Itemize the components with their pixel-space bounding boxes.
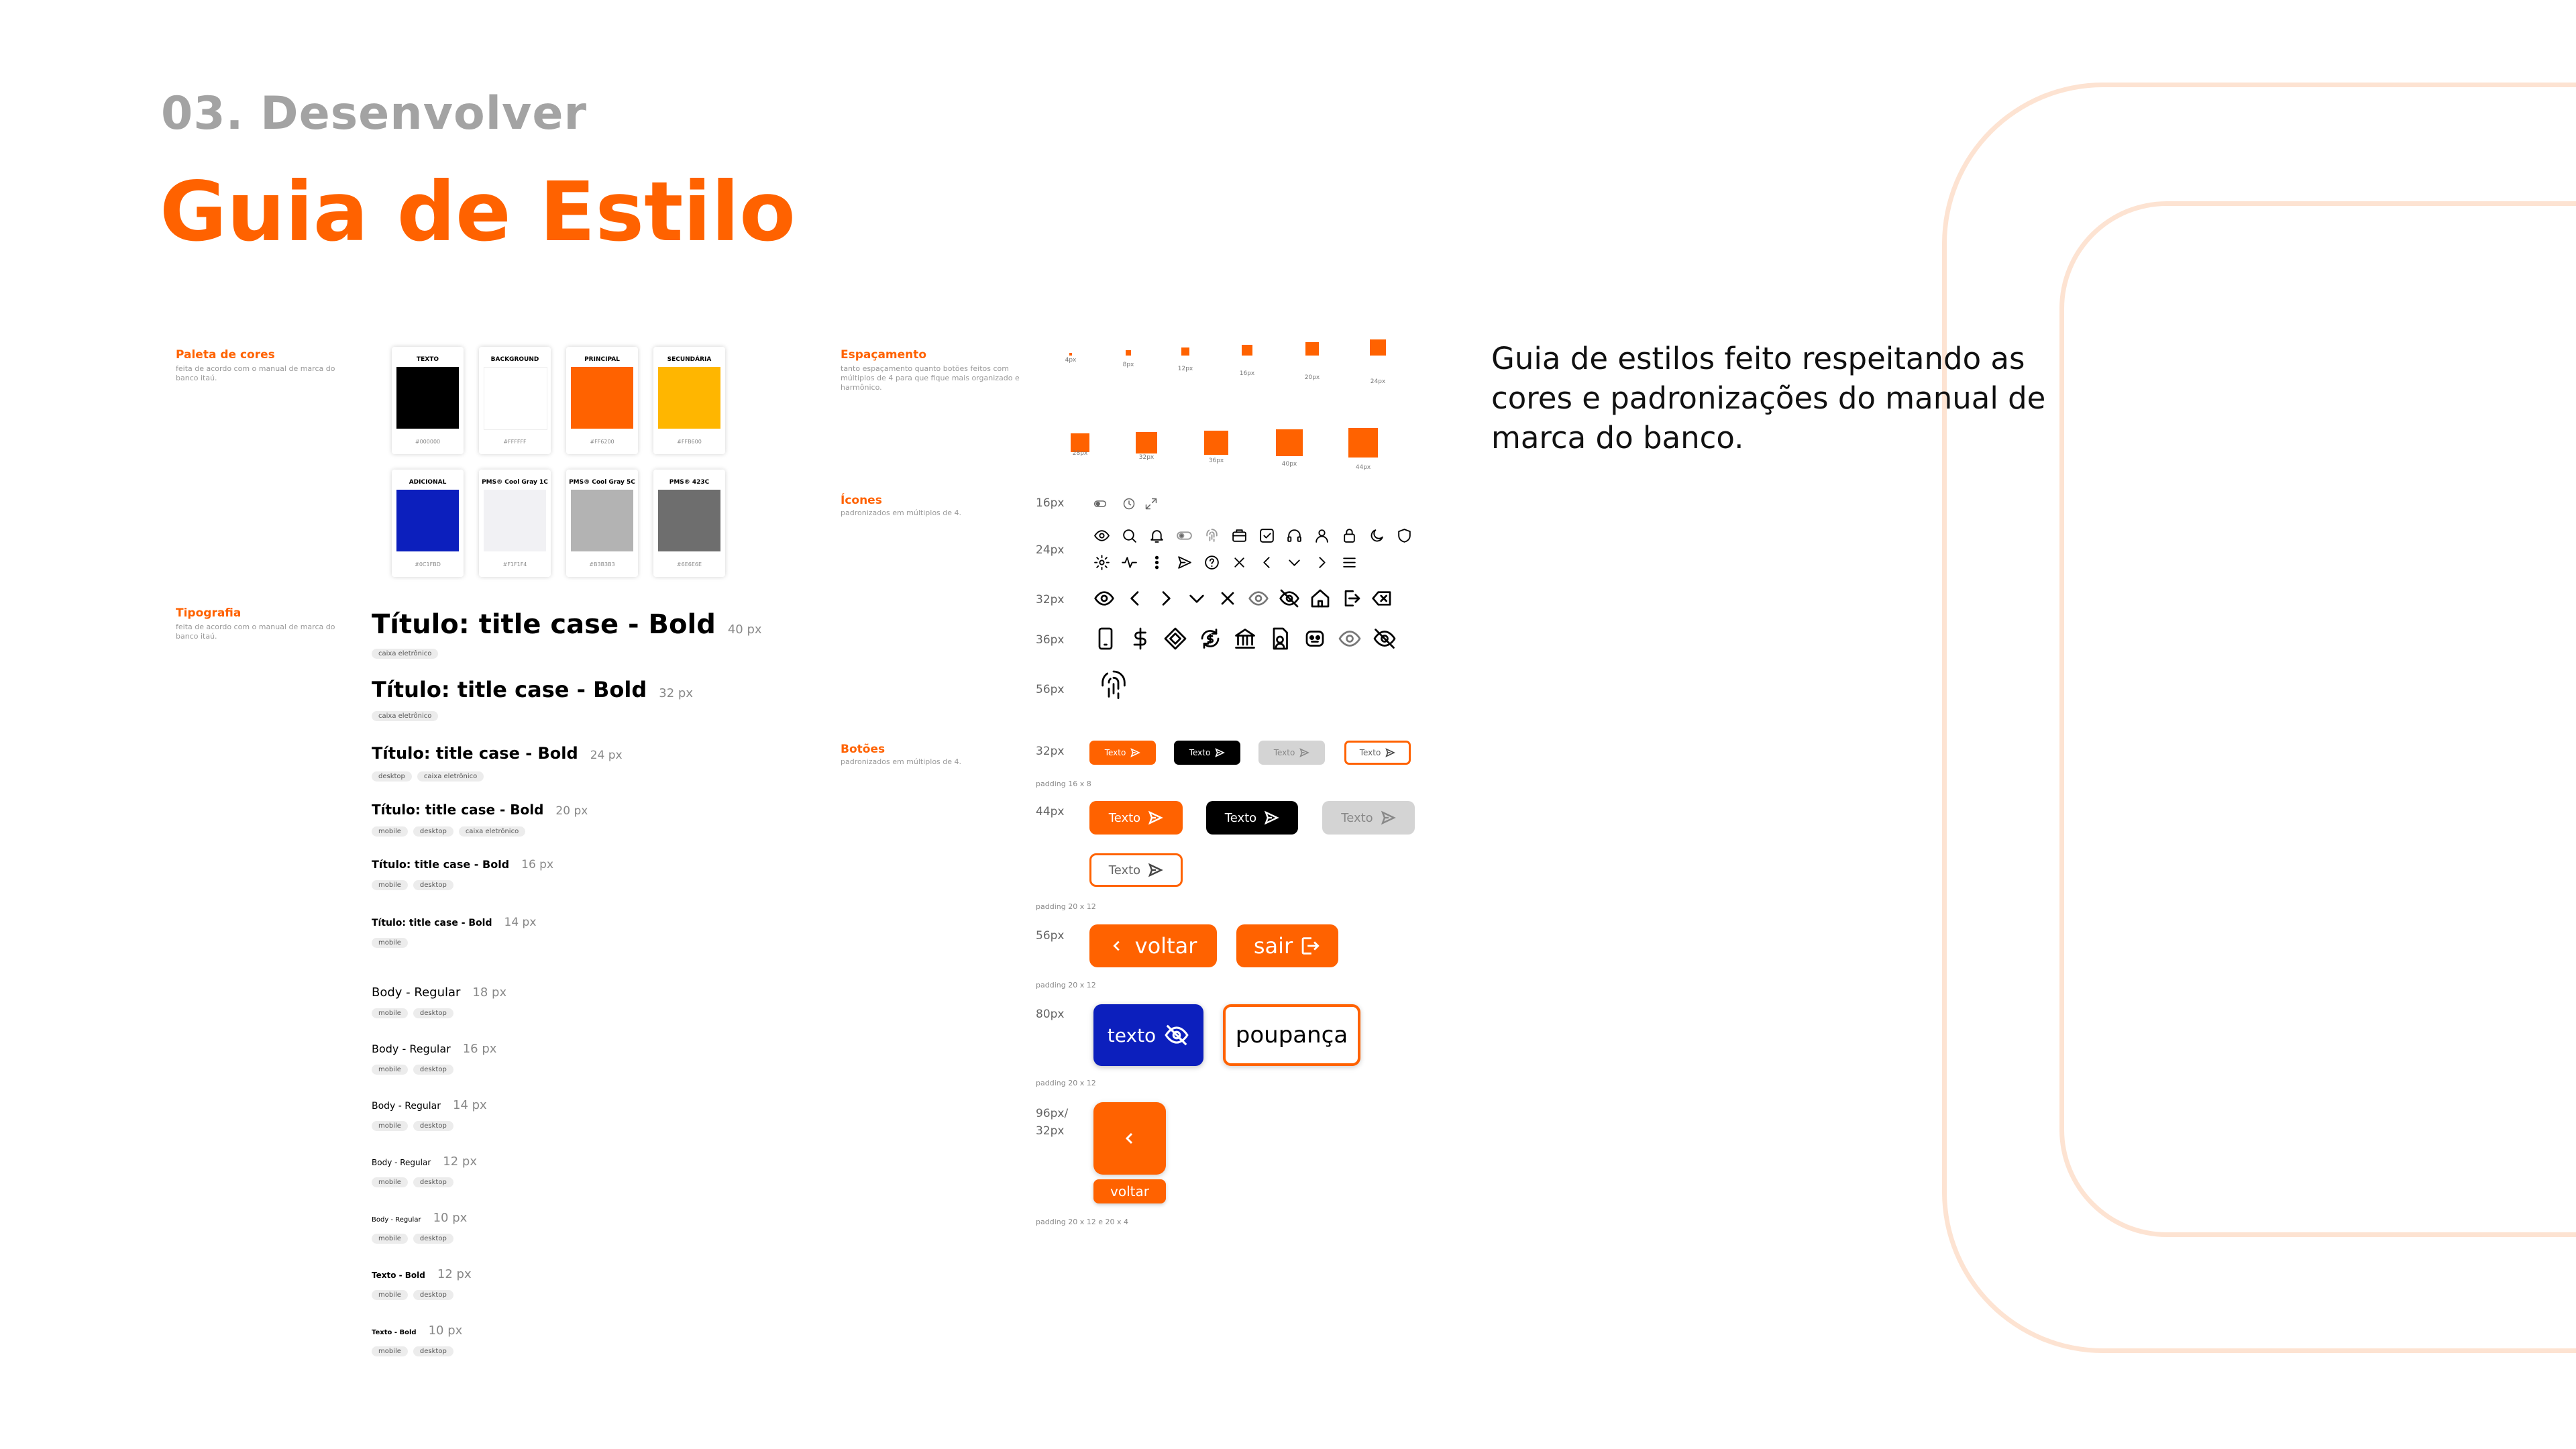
icons-section-title: Ícones xyxy=(841,494,882,507)
swatch-hex: #000000 xyxy=(415,439,441,445)
button-row-label: 96px/ 32px xyxy=(1036,1107,1069,1138)
dollar-icon xyxy=(1128,627,1152,651)
button-label: Texto xyxy=(1273,748,1295,757)
send-icon xyxy=(1380,810,1396,826)
gear-icon xyxy=(1093,554,1110,571)
chevron-left-icon xyxy=(1110,938,1124,953)
typography-row xyxy=(372,1042,496,1075)
eye-icon xyxy=(1248,588,1269,609)
typography-row xyxy=(372,858,553,890)
typography-size: 20 px xyxy=(555,804,588,818)
eye-off-icon xyxy=(1164,1022,1189,1048)
bank-icon xyxy=(1233,627,1257,651)
headset-icon xyxy=(1286,527,1303,544)
typography-tags xyxy=(372,934,536,948)
typography-sample: Título: title case - Bold xyxy=(372,858,510,871)
menu-icon xyxy=(1341,554,1358,571)
typography-line xyxy=(372,1211,467,1225)
toggle-icon xyxy=(1176,527,1193,544)
typography-tags xyxy=(372,708,693,721)
button-label: sair xyxy=(1253,933,1293,959)
left-icon xyxy=(1258,554,1275,571)
typography-size: 16 px xyxy=(521,858,554,871)
send-icon xyxy=(1214,747,1225,758)
right-icon xyxy=(1155,588,1177,609)
button-row-label: 44px xyxy=(1036,805,1065,818)
typography-size: 10 px xyxy=(433,1211,468,1225)
color-swatch-card xyxy=(566,347,638,454)
button-row-label: 80px xyxy=(1036,1008,1065,1021)
platform-tag: caixa eletrônico xyxy=(372,711,438,721)
description: Guia de estilos feito respeitando as cores e padronizações do manual de marca do banco. xyxy=(1491,341,2046,455)
typography-tags xyxy=(372,1174,477,1187)
swatch-color xyxy=(658,367,720,429)
typography-tags xyxy=(372,1118,487,1131)
pix-icon xyxy=(1163,627,1187,651)
typography-line xyxy=(372,1155,477,1169)
spacing-square xyxy=(1242,345,1252,356)
home-icon xyxy=(1309,588,1331,609)
button-poupanca-80[interactable] xyxy=(1223,1004,1360,1066)
typography-line xyxy=(372,744,623,763)
shield-icon xyxy=(1396,527,1413,544)
typography-line xyxy=(372,858,553,871)
button-voltar-32[interactable] xyxy=(1093,1179,1166,1203)
typography-line xyxy=(372,916,536,929)
platform-tag: desktop xyxy=(413,1290,453,1300)
platform-tag: desktop xyxy=(372,771,412,782)
color-swatch-card xyxy=(566,470,638,577)
page-title: Guia de Estilo xyxy=(160,164,796,260)
typography-tags xyxy=(372,1061,496,1075)
button-dark-32[interactable] xyxy=(1174,741,1240,765)
help-icon xyxy=(1203,554,1220,571)
typography-size: 14 px xyxy=(453,1098,487,1112)
platform-tag: caixa eletrônico xyxy=(459,826,525,837)
typography-sample: Texto - Bold xyxy=(372,1271,425,1280)
spacing-square xyxy=(1181,347,1189,356)
typography-line xyxy=(372,1267,472,1281)
colors-section-subtitle: feita de acordo com o manual de marca do banco itaú. xyxy=(176,364,335,382)
color-swatch-card xyxy=(479,470,551,577)
platform-tag: desktop xyxy=(413,826,453,837)
platform-tag: mobile xyxy=(372,1177,408,1187)
platform-tag: desktop xyxy=(413,1346,453,1356)
search-icon xyxy=(1121,527,1138,544)
phone-icon xyxy=(1093,627,1118,651)
typography-sample: Título: title case - Bold xyxy=(372,677,647,702)
typography-tags xyxy=(372,1343,462,1356)
button-padding-note: padding 20 x 12 xyxy=(1036,1079,1096,1087)
swatch-name: TEXTO xyxy=(416,356,439,363)
button-label: voltar xyxy=(1110,1183,1149,1199)
button-label: Texto xyxy=(1341,810,1373,825)
send-icon xyxy=(1130,747,1140,758)
typography-line xyxy=(372,985,506,1000)
eyeoff-icon xyxy=(1373,627,1397,651)
user-icon xyxy=(1313,527,1330,544)
close-icon xyxy=(1217,588,1238,609)
icon-row-label: 36px xyxy=(1036,633,1065,647)
button-row-label: 56px xyxy=(1036,929,1065,943)
spacing-square xyxy=(1069,353,1072,356)
right-icon xyxy=(1313,554,1330,571)
swatch-color xyxy=(484,367,547,430)
send-icon xyxy=(1299,747,1309,758)
typography-row xyxy=(372,1267,472,1300)
swatch-name: PMS® Cool Gray 5C xyxy=(569,479,635,486)
typography-sample: Body - Regular xyxy=(372,1216,421,1224)
platform-tag: mobile xyxy=(372,1346,408,1356)
button-sair-56[interactable] xyxy=(1236,924,1338,967)
swatch-hex: #F1F1F4 xyxy=(502,561,527,568)
typography-line xyxy=(372,802,588,818)
button-padding-note: padding 16 x 8 xyxy=(1036,780,1091,788)
spacing-square xyxy=(1136,432,1157,453)
icon-row-label: 16px xyxy=(1036,496,1065,510)
swatch-name: PRINCIPAL xyxy=(584,356,620,363)
platform-tag: mobile xyxy=(372,1234,408,1244)
button-primary-32[interactable] xyxy=(1089,741,1156,765)
swatch-hex: #6E6E6E xyxy=(676,561,702,568)
button-padding-note: padding 20 x 12 e 20 x 4 xyxy=(1036,1218,1128,1226)
typography-line xyxy=(372,1324,462,1338)
left-icon xyxy=(1124,588,1146,609)
typography-size: 40 px xyxy=(727,623,762,637)
swatch-name: SECUNDÁRIA xyxy=(667,356,712,363)
logout-icon xyxy=(1298,934,1321,957)
platform-tag: mobile xyxy=(372,1065,408,1075)
typography-sample: Título: title case - Bold xyxy=(372,802,544,818)
platform-tag: desktop xyxy=(413,1177,453,1187)
swatch-name: PMS® 423C xyxy=(669,479,710,486)
typography-line xyxy=(372,609,762,640)
spacing-label: 20px xyxy=(1304,374,1320,381)
close-icon xyxy=(1231,554,1248,571)
color-swatch-card xyxy=(392,470,464,577)
icon-row-label: 56px xyxy=(1036,683,1065,696)
typography-row xyxy=(372,609,762,659)
typography-row xyxy=(372,677,693,721)
typography-section-subtitle: feita de acordo com o manual de marca do banco itaú. xyxy=(176,623,335,641)
swatch-hex: #0C1FBD xyxy=(415,561,441,568)
button-primary-44[interactable] xyxy=(1089,801,1183,835)
down-icon xyxy=(1286,554,1303,571)
bell-icon xyxy=(1148,527,1165,544)
typography-line xyxy=(372,677,693,702)
platform-tag: mobile xyxy=(372,1121,408,1131)
clock-icon xyxy=(1122,497,1136,511)
icon-row-label: 24px xyxy=(1036,543,1065,557)
color-swatch-card xyxy=(479,347,551,454)
button-outline-44[interactable] xyxy=(1089,853,1183,887)
spacing-square xyxy=(1071,433,1089,452)
swatch-name: ADICIONAL xyxy=(409,479,447,486)
color-swatch-card xyxy=(653,347,725,454)
finger-icon xyxy=(1203,527,1220,544)
typography-sample: Body - Regular xyxy=(372,985,461,1000)
typography-sample: Body - Regular xyxy=(372,1158,431,1167)
typography-row xyxy=(372,1155,477,1187)
buttons-section-subtitle: padronizados em múltiplos de 4. xyxy=(841,757,962,766)
typography-size: 16 px xyxy=(462,1042,497,1056)
section-label: 03. Desenvolver xyxy=(161,87,588,140)
chevron-left-icon xyxy=(1122,1130,1138,1146)
swatch-color xyxy=(396,367,459,429)
swatch-color xyxy=(571,367,633,429)
typography-size: 32 px xyxy=(659,686,693,700)
platform-tag: desktop xyxy=(413,1008,453,1018)
platform-tag: mobile xyxy=(372,826,408,837)
typography-sample: Body - Regular xyxy=(372,1101,441,1112)
spacing-label: 28px xyxy=(1072,450,1088,458)
typography-section-title: Tipografia xyxy=(176,606,241,620)
eyeoff-icon xyxy=(1279,588,1300,609)
platform-tag: mobile xyxy=(372,880,408,890)
colors-section-title: Paleta de cores xyxy=(176,348,275,362)
spacing-section-subtitle: tanto espaçamento quanto botões feitos com múltiplos de 4 para que fique mais organizado e harmônico. xyxy=(841,364,1020,392)
logout-icon xyxy=(1340,588,1362,609)
swatch-color xyxy=(484,490,546,551)
button-disabled-32[interactable] xyxy=(1258,741,1325,765)
spacing-square xyxy=(1276,429,1303,456)
button-disabled-44[interactable] xyxy=(1322,801,1415,835)
button-label: Texto xyxy=(1108,863,1141,877)
typography-size: 14 px xyxy=(504,916,537,929)
dots-icon xyxy=(1148,554,1165,571)
icons-section-subtitle: padronizados em múltiplos de 4. xyxy=(841,508,962,517)
button-outline-32[interactable] xyxy=(1344,741,1411,765)
typography-line xyxy=(372,1042,496,1056)
spacing-label: 40px xyxy=(1281,461,1297,468)
typography-row xyxy=(372,1211,467,1244)
platform-tag: caixa eletrônico xyxy=(372,649,438,659)
eye-icon xyxy=(1093,527,1110,544)
typography-row xyxy=(372,985,506,1018)
spacing-square xyxy=(1348,428,1378,458)
eye-icon xyxy=(1093,588,1115,609)
typography-sample: Body - Regular xyxy=(372,1042,451,1055)
eye-icon xyxy=(1338,627,1362,651)
button-padding-note: padding 20 x 12 xyxy=(1036,902,1096,911)
platform-tag: desktop xyxy=(413,1121,453,1131)
swatch-name: PMS® Cool Gray 1C xyxy=(482,479,548,486)
spacing-label: 4px xyxy=(1065,357,1077,364)
expand-icon xyxy=(1144,497,1158,511)
typography-size: 18 px xyxy=(472,985,507,1000)
backspace-icon xyxy=(1371,588,1393,609)
swatch-color xyxy=(396,490,459,551)
toggle-icon xyxy=(1093,497,1107,511)
swatch-hex: #FF6200 xyxy=(590,439,614,445)
spacing-label: 12px xyxy=(1177,366,1193,373)
robot-icon xyxy=(1303,627,1327,651)
button-dark-44[interactable] xyxy=(1206,801,1298,835)
typography-tags xyxy=(372,768,623,782)
typography-sample: Texto - Bold xyxy=(372,1329,417,1336)
typography-row xyxy=(372,916,536,948)
button-label: Texto xyxy=(1108,810,1141,825)
platform-tag: mobile xyxy=(372,1008,408,1018)
bag-icon xyxy=(1231,527,1248,544)
button-texto-80[interactable] xyxy=(1093,1004,1203,1066)
typography-sample: Título: title case - Bold xyxy=(372,609,716,640)
check-icon xyxy=(1258,527,1275,544)
color-swatch-card xyxy=(392,347,464,454)
spacing-label: 44px xyxy=(1355,464,1371,472)
typography-size: 12 px xyxy=(443,1155,477,1169)
color-swatch-card xyxy=(653,470,725,577)
button-label: poupança xyxy=(1235,1022,1348,1049)
moon-icon xyxy=(1368,527,1385,544)
button-label: Texto xyxy=(1104,748,1126,757)
buttons-section-title: Botões xyxy=(841,743,885,756)
spacing-label: 36px xyxy=(1208,457,1224,464)
doc-icon xyxy=(1268,627,1292,651)
platform-tag: desktop xyxy=(413,1065,453,1075)
button-label: texto xyxy=(1107,1024,1157,1046)
swatch-name: BACKGROUND xyxy=(490,356,539,363)
send-icon xyxy=(1147,810,1163,826)
typography-tags xyxy=(372,1230,467,1244)
spacing-square xyxy=(1305,342,1319,356)
button-label: Texto xyxy=(1359,748,1381,757)
button-row-label: 32px xyxy=(1036,745,1065,758)
button-voltar-56[interactable] xyxy=(1089,924,1217,967)
icon-row-label: 32px xyxy=(1036,593,1065,606)
swatch-hex: #FFB600 xyxy=(677,439,702,445)
platform-tag: mobile xyxy=(372,938,408,948)
typography-line xyxy=(372,1098,487,1112)
spacing-label: 24px xyxy=(1370,378,1386,386)
send-icon xyxy=(1385,747,1395,758)
button-label: voltar xyxy=(1134,933,1197,959)
pulse-icon xyxy=(1121,554,1138,571)
send-icon xyxy=(1176,554,1193,571)
spacing-square xyxy=(1370,339,1386,356)
decorative-frame-inner xyxy=(2059,201,2576,1237)
spacing-square xyxy=(1204,431,1228,455)
typography-sample: Título: title case - Bold xyxy=(372,744,578,763)
platform-tag: desktop xyxy=(413,880,453,890)
typography-tags xyxy=(372,1005,506,1018)
typography-row xyxy=(372,802,588,837)
lock-icon xyxy=(1341,527,1358,544)
send-icon xyxy=(1147,862,1163,878)
typography-tags xyxy=(372,877,553,890)
typography-tags xyxy=(372,823,588,837)
typography-size: 24 px xyxy=(590,749,623,762)
button-label: Texto xyxy=(1224,810,1257,825)
finger-icon xyxy=(1095,667,1132,704)
typography-size: 12 px xyxy=(437,1267,472,1281)
typography-tags xyxy=(372,645,762,659)
button-voltar-96[interactable] xyxy=(1093,1102,1166,1175)
swatch-color xyxy=(571,490,633,551)
typography-row xyxy=(372,744,623,782)
typography-row xyxy=(372,1324,462,1356)
spacing-label: 32px xyxy=(1138,453,1155,461)
refresh-icon xyxy=(1198,627,1222,651)
button-label: Texto xyxy=(1189,748,1211,757)
typography-row xyxy=(372,1098,487,1131)
button-padding-note: padding 20 x 12 xyxy=(1036,981,1096,989)
platform-tag: mobile xyxy=(372,1290,408,1300)
spacing-section-title: Espaçamento xyxy=(841,348,927,362)
swatch-color xyxy=(658,490,720,551)
down-icon xyxy=(1186,588,1208,609)
swatch-hex: #FFFFFF xyxy=(503,439,527,445)
spacing-label: 8px xyxy=(1122,361,1134,368)
typography-tags xyxy=(372,1287,472,1300)
platform-tag: caixa eletrônico xyxy=(417,771,484,782)
spacing-label: 16px xyxy=(1239,370,1255,377)
spacing-square xyxy=(1126,350,1131,356)
swatch-hex: #B3B3B3 xyxy=(589,561,615,568)
platform-tag: desktop xyxy=(413,1234,453,1244)
typography-size: 10 px xyxy=(428,1324,463,1338)
send-icon xyxy=(1263,810,1279,826)
typography-sample: Título: title case - Bold xyxy=(372,918,492,928)
